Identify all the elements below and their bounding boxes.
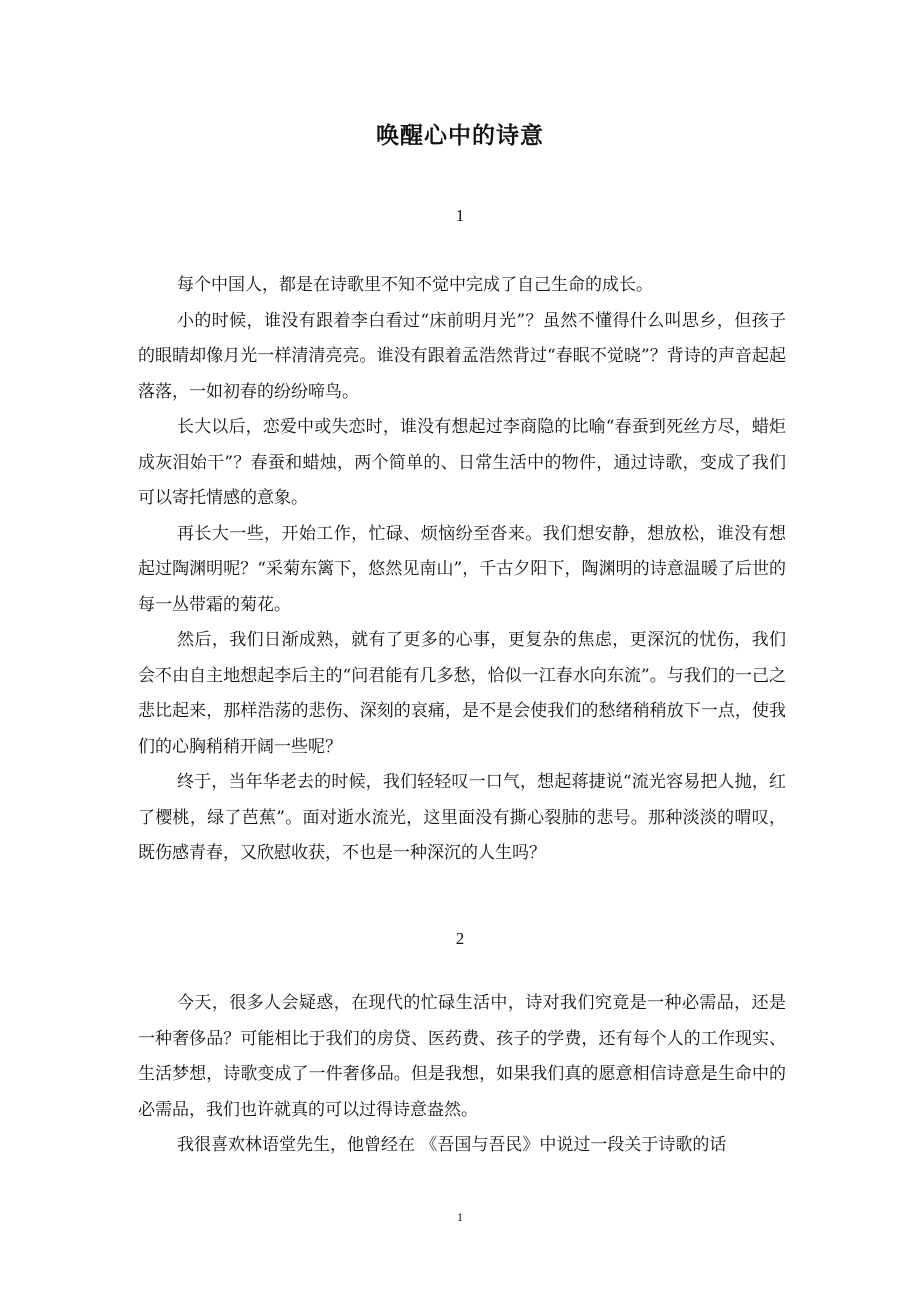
section-number-2: 2 <box>455 929 465 948</box>
section-2-body <box>138 986 786 1164</box>
paragraph: 每个中国人，都是在诗歌里不知不觉中完成了自己生命的成长。 <box>177 275 653 295</box>
paragraph: 然后，我们日渐成熟，就有了更多的心事，更复杂的焦虑，更深沉的忧伤，我们会不由自主地想起李后主的“问君能有几多愁，恰似一江春水向东流”。与我们的一己之悲比起来，那样浩荡的悲伤、深刻的哀痛，是不是会使我们的愁绪稍稍放下一点，使我们的心胸稍稍开阔一些呢？ <box>138 630 786 757</box>
paragraph: 长大以后，恋爱中或失恋时，谁没有想起过李商隐的比喻“春蚕到死丝方尽，蜡炬成灰泪始干”？春蚕和蜡烛，两个简单的、日常生活中的物件，通过诗歌，变成了我们可以寄托情感的意象。 <box>138 417 786 508</box>
paragraph: 今天，很多人会疑惑，在现代的忙碌生活中，诗对我们究竟是一种必需品，还是一种奢侈品？可能相比于我们的房贷、医药费、孩子的学费，还有每个人的工作现实、生活梦想，诗歌变成了一件奢侈品。但是我想，如果我们真的愿意相信诗意是生命中的必需品，我们也许就真的可以过得诗意盎然。 <box>138 993 786 1120</box>
section-1-body <box>138 268 786 872</box>
section-number-1: 1 <box>455 206 465 225</box>
paragraph: 再长大一些，开始工作，忙碌、烦恼纷至沓来。我们想安静，想放松，谁没有想起过陶渊明呢？“采菊东篱下，悠然见南山”，千古夕阳下，陶渊明的诗意温暖了后世的每一丛带霜的菊花。 <box>138 523 786 615</box>
document-title: 唤醒心中的诗意 <box>376 122 544 149</box>
paragraph: 终于，当年华老去的时候，我们轻轻叹一口气，想起蒋捷说“流光容易把人抛，红了樱桃，绿了芭蕉”。面对逝水流光，这里面没有撕心裂肺的悲号。那种淡淡的喟叹，既伤感青春，又欣慰收获，不也是一种深沉的人生吗？ <box>138 772 786 863</box>
paragraph: 我很喜欢林语堂先生，他曾经在 《吾国与吾民》中说过一段关于诗歌的话 <box>177 1135 727 1155</box>
page-number: 1 <box>457 1210 463 1224</box>
paragraph: 小的时候，谁没有跟着李白看过“床前明月光”？虽然不懂得什么叫思乡，但孩子的眼睛却像月光一样清清亮亮。谁没有跟着孟浩然背过“春眠不觉晓”？背诗的声音起起落落，一如初春的纷纷啼鸟。 <box>138 310 786 402</box>
